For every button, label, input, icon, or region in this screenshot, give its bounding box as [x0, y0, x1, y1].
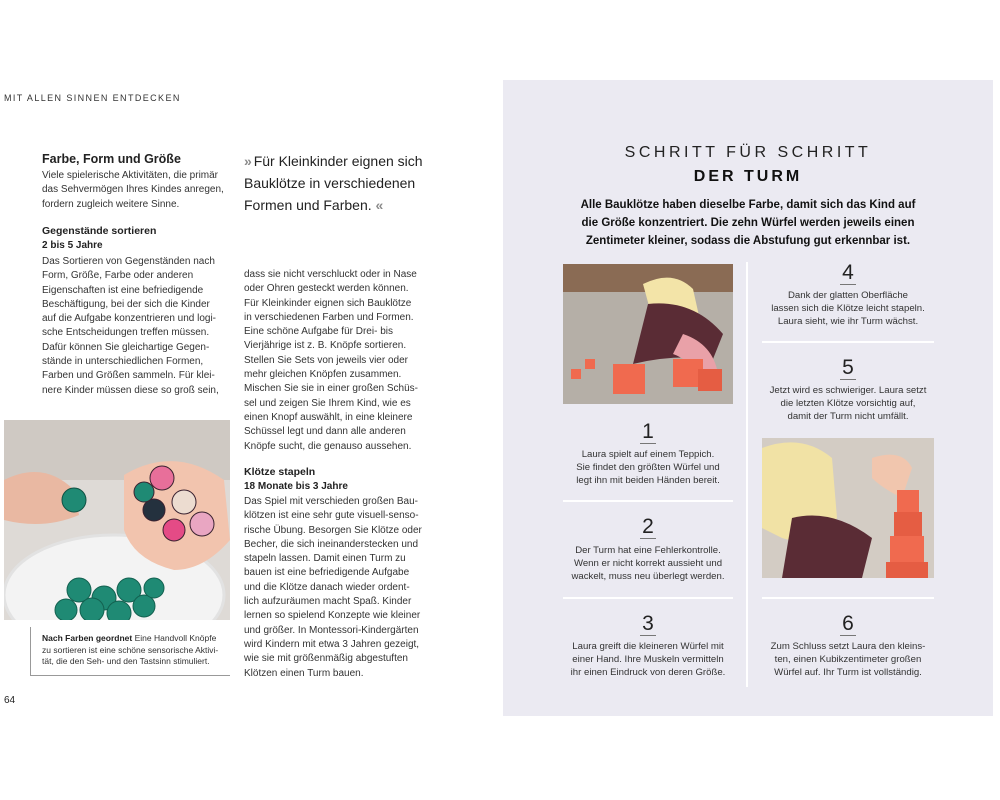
step-4-number: 4: [842, 261, 854, 284]
step-2-number-rule: [640, 538, 656, 539]
step-1-number: 1: [642, 420, 654, 443]
age-stacking: 18 Monate bis 3 Jahre: [244, 481, 348, 492]
caption-rule-bottom: [30, 675, 230, 676]
page-number: 64: [4, 695, 16, 706]
step-5-number: 5: [842, 356, 854, 379]
step-2-text: Der Turm hat eine Fehlerkontrolle. Wenn er nicht korrekt aussieht und wackelt, muss neu überlegt werden.: [571, 545, 725, 582]
step-1-number-rule: [640, 443, 656, 444]
step-6-number: 6: [842, 612, 854, 635]
step-divider: [762, 341, 934, 343]
tower-photo-2: [762, 438, 934, 578]
quote-open-icon: »: [244, 153, 250, 169]
step-divider: [762, 597, 934, 599]
tower-photo-1: [563, 264, 733, 404]
subheading-sorting: Gegenstände sortieren: [42, 225, 157, 237]
step-5-text: Jetzt wird es schwieriger. Laura setzt die letzten Klötze vorsichtig auf, damit der Turm nicht umfällt.: [769, 385, 927, 422]
caption-rule: [30, 627, 31, 675]
age-sorting: 2 bis 5 Jahre: [42, 240, 103, 251]
step-kicker: SCHRITT FÜR SCHRITT: [624, 144, 872, 161]
step-4-text: Dank der glatten Oberfläche lassen sich die Klötze leicht stapeln. Laura sieht, wie ihr Turm wächst.: [771, 290, 925, 327]
pull-quote: » Für Kleinkinder eignen sich Bauklötze in verschiedenen Formen und Farben. «: [244, 153, 423, 213]
step-6-number-rule: [840, 635, 856, 636]
section-heading: Farbe, Form und Größe: [42, 152, 181, 166]
step-title: DER TURM: [693, 168, 803, 185]
quote-close-icon: «: [375, 197, 382, 213]
step-3-number-rule: [640, 635, 656, 636]
column2-text: dass sie nicht verschluckt oder in Nase oder Ohren gesteckt werden können. Für Kleinkinder eignen sich Bauklötze in verschiedenen Farben und Formen. Eine schöne Aufgabe für Drei- bis Vierjährige ist z. B. Knöpfe sortieren. Stellen Sie Sets von jeweils vier oder mehr gleichen Knöpfen zusammen. Mischen Sie sie in einer großen Schüs- sel und zeigen Sie Ihrem Kind, wie es einen Knopf auswählt, in eine kleinere Schüssel legt und dann alle anderen Knöpfe sucht, die genauso aussehen.: [244, 269, 418, 452]
subheading-stacking: Klötze stapeln: [244, 466, 316, 478]
step-1-text: Laura spielt auf einem Teppich. Sie findet den größten Würfel und legt ihn mit beiden Händen bereit.: [576, 449, 720, 486]
step-divider: [563, 500, 733, 502]
step-4-number-rule: [840, 284, 856, 285]
photo-caption: Nach Farben geordnet Eine Handvoll Knöpfe zu sortieren ist eine schöne sensorische Aktivi- tät, die den Seh- und den Tastsinn stimuliert.: [42, 633, 219, 666]
stacking-text: Das Spiel mit verschieden großen Bau- klötzen ist eine sehr gute visuell-senso- rische Übung. Besorgen Sie Klötze oder Becher, die sich ineinanderstecken und stapeln lassen. Damit einen Turm zu bauen ist eine befriedigende Aufgabe und die Klötze danach wieder ordent- lich aufzuräumen macht Spaß. Kinder lernen so spielend Konzepte wie kleiner und größer. In Montessori-Kindergärten wird Kindern mit etwa 3 Jahren gezeigt, wie sie mit größenmäßig abgestuften Klötzen einen Turm bauen.: [244, 496, 422, 679]
sorting-text: Das Sortieren von Gegenständen nach Form, Größe, Farbe oder anderen Eigenschaften ist eine befriedigende Beschäftigung, bei der sich die Kinder auf die Aufgabe konzentrieren und logi- sche Entscheidungen treffen müssen. Dafür können Sie gleichartige Gegen- stände in unterschiedlichen Formen, Farben und Größen sammeln. Für klei- nere Kinder müssen diese so groß sein,: [42, 256, 219, 396]
buttons-photo: [4, 420, 230, 620]
running-head: MIT ALLEN SINNEN ENTDECKEN: [4, 93, 181, 103]
step-6-text: Zum Schluss setzt Laura den kleins- ten, einen Kubikzentimeter großen Würfel auf. Ihr Turm ist vollständig.: [770, 641, 926, 678]
step-2-number: 2: [642, 515, 654, 538]
step-3-number: 3: [642, 612, 654, 635]
step-divider: [563, 597, 733, 599]
step-intro: Alle Bauklötze haben dieselbe Farbe, damit sich das Kind auf die Größe konzentriert. Die zehn Würfel werden jeweils einen Zentimeter kleiner, sodass die Abstufung gut erkennbar ist.: [580, 199, 916, 247]
intro-text: Viele spielerische Aktivitäten, die primär das Sehvermögen Ihres Kindes anregen, fordern zugleich weitere Sinne.: [42, 170, 224, 210]
column-divider: [746, 262, 748, 687]
step-3-text: Laura greift die kleineren Würfel mit einer Hand. Ihre Muskeln vermitteln ihr einen Eindruck von deren Größe.: [570, 641, 726, 678]
step-5-number-rule: [840, 379, 856, 380]
